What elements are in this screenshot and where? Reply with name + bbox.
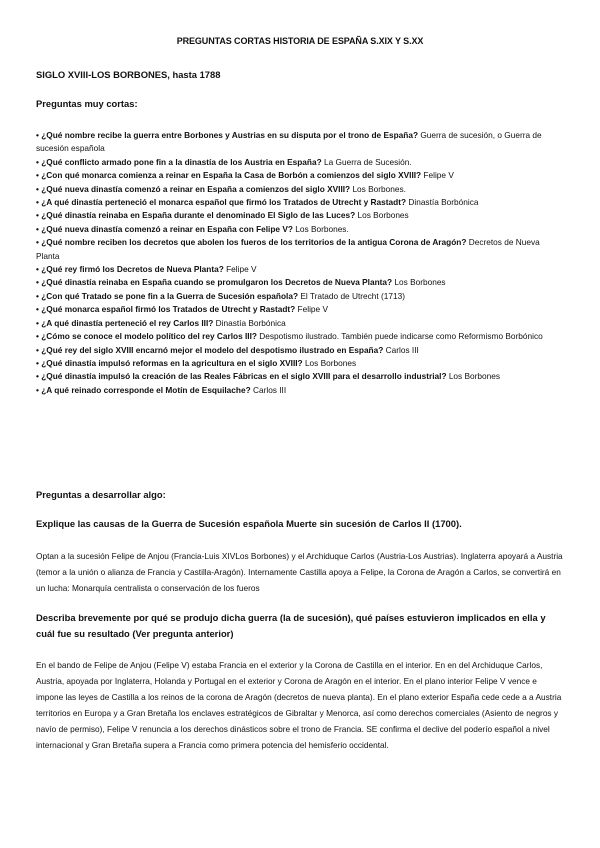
section-heading: SIGLO XVIII-LOS BORBONES, hasta 1788 [36,69,221,80]
question-heading-causes: Explique las causas de la Guerra de Sucesión española Muerte sin sucesión de Carlos II (1700). [36,518,462,529]
question-item [36,303,564,316]
short-questions-heading: Preguntas muy cortas: [36,98,138,109]
answer-text: Dinastía Borbónica [213,317,286,328]
question-text: • ¿Qué rey firmó los Decretos de Nueva Planta? [36,264,224,275]
answer-text: Los Borbones [392,277,446,288]
question-item [36,384,564,397]
answer-text: Guerra de sucesión, o Guerra de sucesión española [36,130,542,154]
question-item [36,129,564,156]
question-item [36,344,564,357]
question-item [36,156,564,169]
question-text: • ¿Qué monarca español firmó los Tratados de Utrecht y Rastadt? [36,304,296,315]
question-text: • ¿Con qué monarca comienza a reinar en España la Casa de Borbón a comienzos del siglo XVIII? [36,170,422,181]
answer-paragraph-causes: Optan a la sucesión Felipe de Anjou (Francia-Luis XIVLos Borbones) y el Archiduque Carlos (Austria-Los Austrias). Inglaterra apoyará a Austria (temor a la unión o alianza de Francia y Castilla-Aragón). Internamente Castilla apoya a Felipe, la Corona de Aragón a Carlos, se convertirá en un lucha: Monarquía centralista o conservación de los fueros [36,551,563,593]
question-text: • ¿Qué conflicto armado pone fin a la dinastía de los Austria en España? [36,156,322,167]
develop-questions-heading: Preguntas a desarrollar algo: [36,489,166,500]
question-item [36,236,564,263]
answer-text: Los Borbones [302,357,357,368]
question-item [36,209,564,222]
question-text: • ¿A qué dinastía perteneció el rey Carlos III? [36,317,214,328]
question-heading-war: Describa brevemente por qué se produjo dicha guerra (la de sucesión), qué países estuvieron implicados en ella y cuál fue su resultado (Ver pregunta anterior) [36,612,546,639]
question-text: • ¿Qué dinastía impulsó la creación de las Reales Fábricas en el siglo XVIII para el desarrollo industrial? [36,371,447,382]
question-item [36,357,564,370]
question-item [36,183,564,196]
question-item [36,223,564,236]
answer-text: Decretos de Nueva Planta [36,237,540,261]
question-item [36,169,564,182]
answer-text: Carlos III [250,384,287,395]
question-text: • ¿Qué nueva dinastía comenzó a reinar en España a comienzos del siglo XVIII? [36,183,351,194]
answer-text: Los Borbones [446,371,501,382]
question-text: • ¿A qué reinado corresponde el Motín de Esquilache? [36,384,251,395]
question-item [36,330,564,343]
answer-text: Despotismo ilustrado. También puede indicarse como Reformismo Borbónico [256,331,543,342]
question-text: • ¿Qué nombre recibe la guerra entre Borbones y Austrias en su disputa por el trono de España? [36,130,419,140]
answer-text: Los Borbones. [292,223,349,234]
question-text: • ¿Qué nombre reciben los decretos que abolen los fueros de los territorios de la antigua Corona de Aragón? [36,237,467,248]
question-text: • ¿A qué dinastía perteneció el monarca español que firmó los Tratados de Utrecht y Rastadt? [36,197,407,208]
answer-text: Los Borbones [355,210,409,221]
answer-text: El Tratado de Utrecht (1713) [298,290,406,301]
question-item [36,290,564,303]
question-item [36,317,564,330]
question-item [36,370,564,383]
question-text: • ¿Qué dinastía reinaba en España cuando se promulgaron los Decretos de Nueva Planta? [36,277,393,288]
answer-text: Felipe V [295,304,328,315]
answer-text: Los Borbones. [350,183,406,194]
answer-paragraph-war: En el bando de Felipe de Anjou (Felipe V) estaba Francia en el exterior y la Corona de Castilla en el interior. En en del Archiduque Carlos, Austria, apoyada por Inglaterra, Holanda y Portugal en el exterior y Corona de Aragón en el interior. En el plano interior Felipe V vence e impone las leyes de Castilla a los reinos de la corona de Aragón (decretos de nueva planta). En el plano exterior España cede cede a a Austria territorios en Europa y a Gran Bretaña los enclaves estratégicos de Gibraltar y Menorca, así como derechos comerciales (Asiento de negros y navío de permiso), Felipe V renuncia a los derechos dinásticos sobre el trono de Francia. SE confirma el declive del poderío español a nivel internacional y Gran Bretaña supera a Francia como primera potencia del hemisferio occidental. [36,660,562,750]
answer-text: Felipe V [223,264,257,275]
answer-text: Dinastía Borbónica [406,197,479,208]
question-item [36,263,564,276]
question-text: • ¿Cómo se conoce el modelo político del rey Carlos III? [36,331,257,342]
short-question-list [36,129,564,397]
question-text: • ¿Qué dinastía reinaba en España durante el denominado El Siglo de las Luces? [36,210,356,221]
question-text: • ¿Qué dinastía impulsó reformas en la agricultura en el siglo XVIII? [36,357,303,368]
answer-text: Carlos III [383,344,419,355]
answer-text: Felipe V [421,170,454,181]
question-item [36,276,564,289]
question-item [36,196,564,209]
question-text: • ¿Qué rey del siglo XVIII encarnó mejor el modelo del despotismo ilustrado en España? [36,344,384,355]
document-title: PREGUNTAS CORTAS HISTORIA DE ESPAÑA S.XIX Y S.XX [176,36,424,46]
question-text: • ¿Con qué Tratado se pone fin a la Guerra de Sucesión española? [36,290,299,301]
question-text: • ¿Qué nueva dinastía comenzó a reinar en España con Felipe V? [36,223,293,234]
answer-text: La Guerra de Sucesión. [321,156,412,167]
